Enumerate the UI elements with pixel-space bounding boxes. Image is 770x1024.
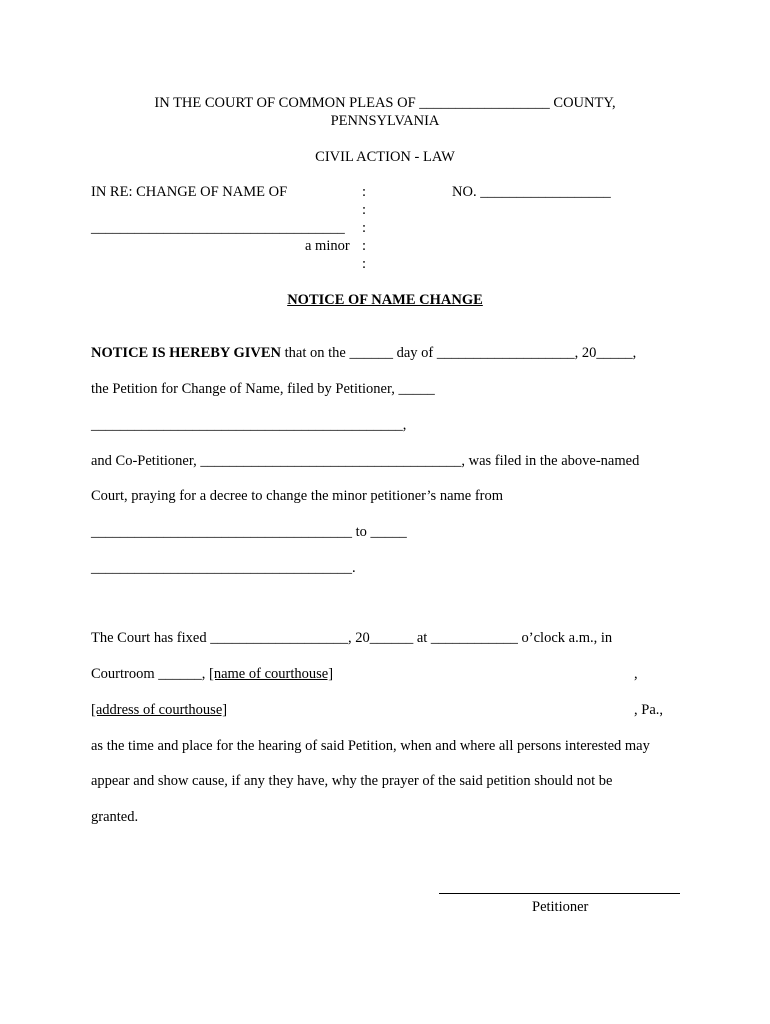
- body-line-1-rest: that on the ______ day of ___________________, 20_____,: [281, 345, 637, 361]
- civil-action-heading: CIVIL ACTION - LAW: [315, 149, 455, 165]
- courthouse-name-field: [name of courthouse]: [209, 666, 334, 682]
- caption-colon: :: [362, 256, 367, 272]
- body-line-10: [91, 701, 663, 719]
- body-line-2: the Petition for Change of Name, filed by Petitioner, _____: [91, 381, 435, 397]
- court-heading-line2: PENNSYLVANIA: [330, 113, 440, 129]
- courtroom-field: Courtroom ______,: [91, 666, 210, 682]
- body-line-12: appear and show cause, if any they have, why the prayer of the said petition should not be: [91, 773, 613, 789]
- body-line-13: granted.: [91, 809, 139, 825]
- court-heading-line1: IN THE COURT OF COMMON PLEAS OF __________________ COUNTY,: [154, 95, 616, 111]
- body-line-8: The Court has fixed ___________________, 20______ at ____________ o’clock a.m., in: [91, 630, 613, 646]
- petitioner-label: Petitioner: [532, 899, 589, 915]
- notice-given-lead: NOTICE IS HEREBY GIVEN: [91, 345, 282, 361]
- caption-colon: :: [362, 238, 367, 254]
- caption-colon: :: [362, 184, 367, 200]
- notice-title: NOTICE OF NAME CHANGE: [287, 292, 483, 308]
- body-line-1: [91, 344, 636, 362]
- minor-name-blank: ___________________________________: [91, 220, 345, 236]
- body-line-10-suffix: , Pa.,: [634, 702, 663, 718]
- a-minor-label: a minor: [305, 238, 350, 254]
- body-line-5: Court, praying for a decree to change the minor petitioner’s name from: [91, 488, 504, 504]
- caption-colon: :: [362, 220, 367, 236]
- body-line-6: ____________________________________ to _____: [91, 524, 407, 540]
- signature-line: [439, 893, 680, 894]
- body-line-7: ____________________________________.: [91, 560, 356, 576]
- courthouse-address-field: [address of courthouse]: [91, 702, 228, 718]
- body-line-3: ___________________________________________,: [91, 417, 407, 433]
- body-line-11: as the time and place for the hearing of said Petition, when and where all persons interested may: [91, 738, 650, 754]
- body-line-4: and Co-Petitioner, ____________________________________, was filed in the above-named: [91, 453, 640, 469]
- case-number-field: NO. __________________: [452, 184, 611, 200]
- body-line-9-comma: ,: [634, 666, 638, 682]
- body-line-9: [91, 665, 638, 683]
- caption-colon: :: [362, 202, 367, 218]
- in-re-label: IN RE: CHANGE OF NAME OF: [91, 184, 288, 200]
